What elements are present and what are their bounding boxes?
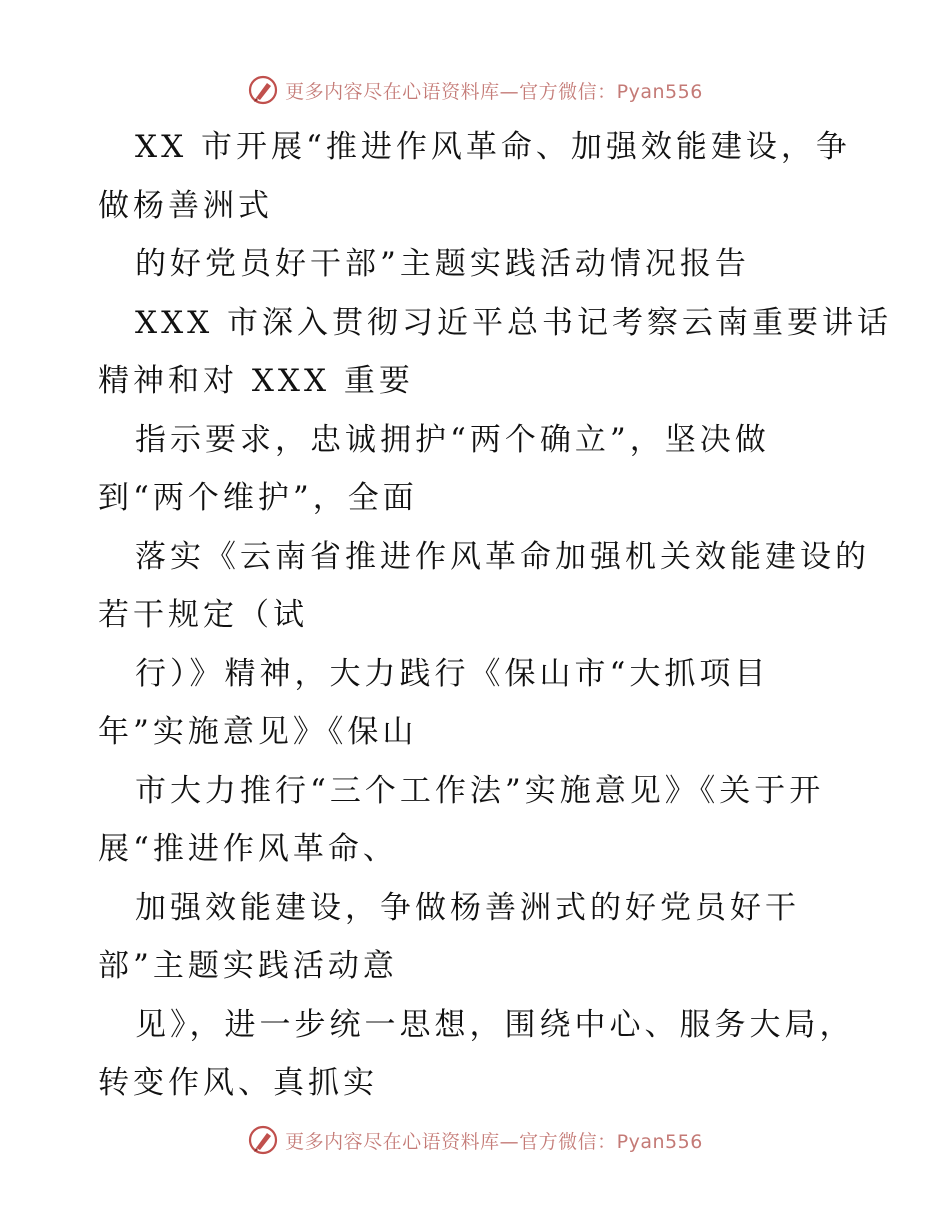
paragraph-line: 做杨善洲式: [98, 187, 273, 224]
paragraph-line: 年”实施意见》《保山: [98, 714, 418, 750]
watermark-header: [0, 70, 950, 110]
paragraph-line: 若干规定（试: [98, 597, 308, 633]
paragraph-line: 加强效能建设，争做杨善洲式的好党员好干: [135, 889, 800, 926]
pen-logo-icon: [247, 74, 279, 106]
paragraph-line: XX 市开展“推进作风革命、加强效能建设，争: [135, 129, 851, 165]
watermark-text: 更多内容尽在心语资料库—官方微信：Pyan556: [285, 80, 703, 103]
paragraph-line: 展“推进作风革命、: [98, 831, 398, 867]
paragraph-line: 精神和对 XXX 重要: [98, 363, 414, 399]
document-body: [98, 118, 898, 1113]
paragraph-line: 转变作风、真抓实: [98, 1065, 378, 1101]
pen-logo-icon: [247, 1124, 279, 1156]
paragraph-line: 部”主题实践活动意: [98, 948, 398, 984]
paragraph-line: 市大力推行“三个工作法”实施意见》《关于开: [135, 772, 825, 809]
paragraph-line: 见》，进一步统一思想，围绕中心、服务大局，: [135, 1006, 855, 1043]
paragraph-line: 到“两个维护”，全面: [98, 480, 418, 516]
watermark-footer: [0, 1120, 950, 1160]
paragraph-line: 的好党员好干部”主题实践活动情况报告: [135, 246, 750, 282]
paragraph-line: XXX 市深入贯彻习近平总书记考察云南重要讲话: [135, 304, 893, 341]
watermark-text: 更多内容尽在心语资料库—官方微信：Pyan556: [285, 1130, 703, 1153]
paragraph-line: 落实《云南省推进作风革命加强机关效能建设的: [135, 538, 870, 575]
paragraph-line: 行）》精神，大力践行《保山市“大抓项目: [135, 655, 770, 692]
paragraph-line: 指示要求，忠诚拥护“两个确立”，坚决做: [135, 421, 770, 458]
